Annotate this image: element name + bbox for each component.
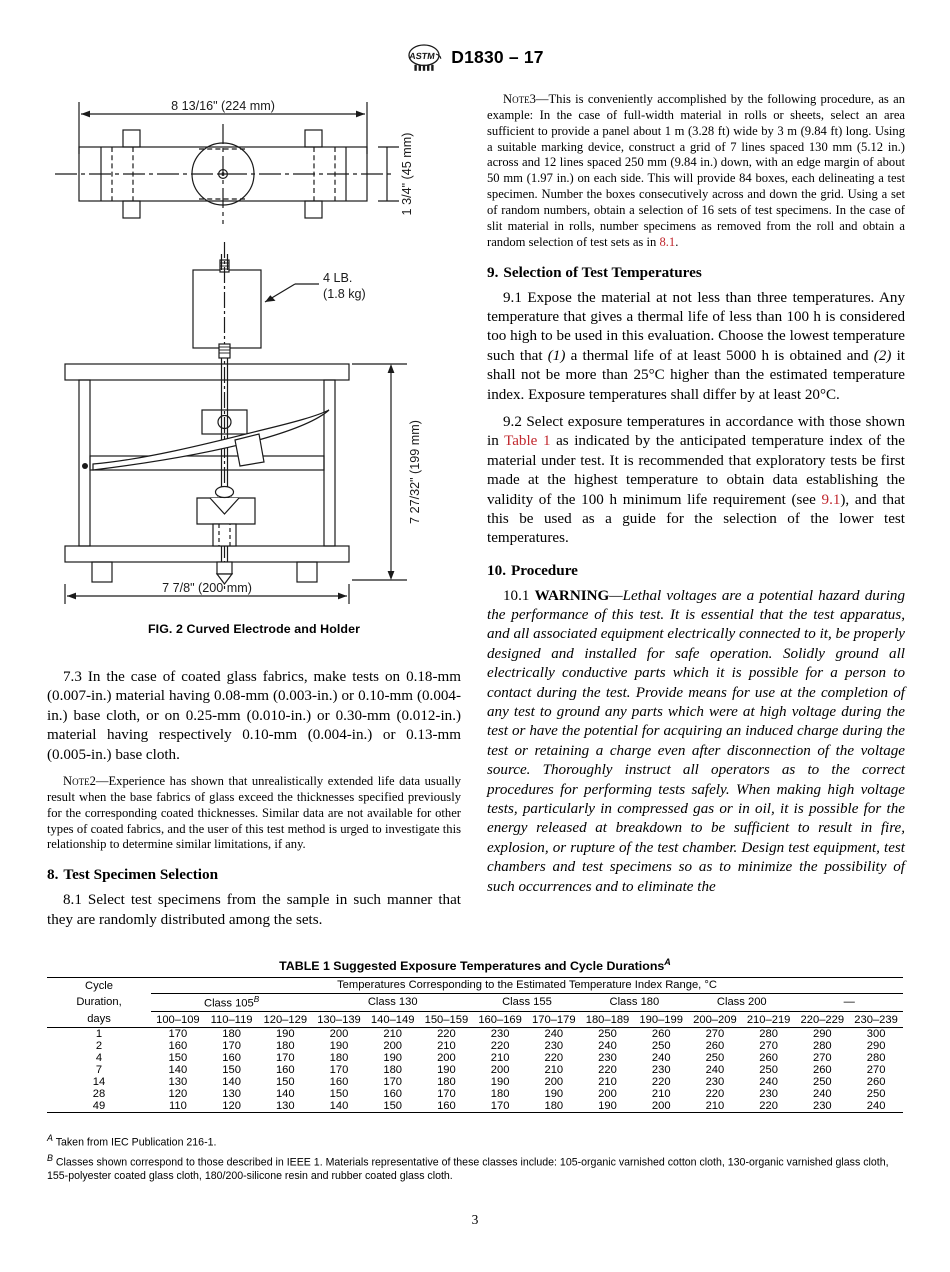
warning-label: WARNING: [534, 587, 610, 604]
stub-header: [47, 978, 151, 1028]
temp-cell: 260: [866, 1075, 886, 1088]
temp-cell: 210: [383, 1027, 403, 1040]
temp-cell: 210: [544, 1063, 564, 1076]
temp-cell: 210: [598, 1075, 617, 1088]
class-group-none: —: [795, 993, 903, 1012]
temp-cell: 240: [544, 1027, 564, 1040]
temp-cell: 180: [383, 1063, 403, 1076]
section-10-heading: [487, 562, 905, 580]
footnote-a-mark: A: [47, 1133, 53, 1143]
range-header-4: 140–149: [370, 1013, 415, 1026]
table-1-title-text: TABLE 1 Suggested Exposure Temperatures and Cycle Durations: [279, 959, 665, 974]
temp-cell: 220: [490, 1039, 510, 1052]
temp-cell: 250: [812, 1075, 832, 1088]
temp-cell: 280: [812, 1039, 832, 1052]
temp-cell: 200: [651, 1099, 671, 1112]
temp-cell: 180: [275, 1039, 295, 1052]
temp-cell: 230: [759, 1087, 778, 1100]
class-group-105-footnote-mark: B: [253, 995, 260, 1005]
temp-cell: 230: [544, 1039, 564, 1052]
temp-cell: 210: [437, 1039, 456, 1052]
temp-cell: 250: [598, 1027, 617, 1040]
cycle-duration-cell: 7: [95, 1063, 103, 1076]
temp-cell: 170: [275, 1051, 295, 1064]
stub-header-line1: Cycle: [85, 980, 113, 993]
temp-cell: 250: [705, 1051, 725, 1064]
temp-cell: 240: [705, 1063, 725, 1076]
temp-cell: 300: [866, 1027, 886, 1040]
temp-cell: 150: [383, 1099, 403, 1112]
temp-cell: 260: [759, 1051, 778, 1064]
page-header: [0, 42, 950, 72]
section-10-title: Procedure: [510, 561, 578, 579]
footnote-a-text: Taken from IEC Publication 216-1.: [52, 1136, 217, 1149]
figure-2-drawing: [47, 92, 461, 616]
temp-cell: 220: [759, 1099, 778, 1112]
range-header-8: 180–189: [585, 1013, 630, 1026]
paragraph-7-3: 7.3 In the case of coated glass fabrics, make tests on 0.18-mm (0.007-in.) material having 0.08-mm (0.003-in.) or 0.10-mm (0.004-in.) base cloth, or on 0.25-mm (0.010-in.) or 0.30-mm (0.012-in.) material having respectively 0.10-mm (0.004-in.) or 0.13-mm (0.005-in.) base cloth.: [47, 669, 461, 763]
temp-cell: 170: [168, 1027, 188, 1040]
section-8-heading: [47, 866, 461, 884]
temp-cell: 140: [222, 1075, 241, 1088]
temp-cell: 200: [329, 1027, 349, 1040]
temp-cell: 130: [275, 1099, 295, 1112]
cycle-duration-cell: 2: [95, 1039, 103, 1052]
temp-cell: 170: [437, 1087, 456, 1100]
stub-header-line2: Duration,: [76, 996, 122, 1009]
temp-cell: 150: [222, 1063, 241, 1076]
table-row: [47, 1040, 903, 1052]
temp-cell: 230: [812, 1099, 832, 1112]
table-1-container: [47, 957, 903, 1113]
temp-cell: 120: [222, 1099, 241, 1112]
range-header-1: 110–119: [210, 1013, 253, 1026]
temp-cell: 270: [866, 1063, 886, 1076]
weight-label-line2: (1.8 kg): [323, 287, 366, 301]
class-group-105: [151, 993, 312, 1012]
stub-header-line3: days: [87, 1012, 111, 1025]
range-header-7: 170–179: [532, 1013, 576, 1026]
temp-cell: 280: [866, 1051, 886, 1064]
section-8-number: 8.: [47, 866, 59, 884]
cycle-duration-cell: 14: [92, 1075, 106, 1088]
left-column: [47, 668, 461, 938]
paragraph-8-1: 8.1 Select test specimens from the sample in such manner that they are randomly distributed among the sets.: [47, 892, 461, 928]
temp-cell: 180: [329, 1051, 349, 1064]
table-row: [47, 1076, 903, 1088]
note-3-text-part-b: .: [675, 234, 679, 249]
dimension-height-top: 1 3/4" (45 mm): [400, 132, 414, 216]
temp-cell: 180: [222, 1027, 241, 1040]
section-9-heading: [487, 264, 905, 282]
temp-cell: 240: [598, 1039, 617, 1052]
section-9-number: 9.: [487, 263, 499, 281]
paragraph-9-2: [487, 413, 905, 549]
temp-cell: 140: [275, 1087, 295, 1100]
range-header-13: 230–239: [854, 1013, 898, 1026]
temp-cell: 280: [759, 1027, 778, 1040]
table-row: [47, 1064, 903, 1076]
range-header-9: 190–199: [639, 1013, 683, 1026]
enum-marker-1: (1): [547, 347, 566, 364]
temp-cell: 160: [275, 1063, 295, 1076]
range-header-6: 160–169: [478, 1013, 522, 1026]
temp-cell: 190: [437, 1063, 456, 1076]
temp-cell: 160: [168, 1039, 188, 1052]
svg-text:ASTM: ASTM: [408, 50, 436, 61]
temp-cell: 230: [490, 1027, 510, 1040]
weight-label-line1: 4 LB.: [323, 271, 353, 285]
paragraph-9-2-part-b: as indicated by the anticipated temperature index of the material under test. It is recommended that exploratory tests be first made at the highest temperature to obtain data establishing the validity of the 100 h minimum life requirement (see: [487, 433, 906, 508]
temp-cell: 170: [222, 1039, 241, 1052]
table-row: [47, 1088, 903, 1100]
temp-cell: 270: [705, 1027, 725, 1040]
temp-cell: 130: [168, 1075, 188, 1088]
paragraph-9-1-part-c: it shall not be more than 25°C higher than the estimated temperature index. Exposure temperatures shall differ by at least 20°C.: [487, 347, 905, 403]
range-header-10: 200–209: [693, 1013, 737, 1026]
warning-text: —Lethal voltages are a potential hazard during the performance of this test. It is essential that the test apparatus, and all associated equipment electrically connected to it, be properly designed and installed for safe operation. Solidly ground all electrically conductive parts which it is possible for a person to contact during the test. Provide means for use at the completion of any test to ground any parts which were at high voltage during the test or have the potential for acquiring an induced charge during the test or retaining a charge even after disconnection of the voltage source. Thoroughly instruct all operators as to the correct procedures for performing tests safely. When making high voltage tests, particularly in compressed gas or in oil, it is possible for the energy released at breakdown to be sufficient to result in fire, explosion, or rupture of the test chamber. Design test equipment, test chambers and test specimens so as to minimize the possibility of such occurrences and to eliminate the: [487, 587, 905, 895]
temp-cell: 220: [544, 1051, 564, 1064]
temp-cell: 290: [866, 1039, 886, 1052]
temp-cell: 220: [705, 1087, 725, 1100]
temp-cell: 210: [490, 1051, 510, 1064]
note-2-text: 2—Experience has shown that unrealistically extended life data usually result when the base fabrics of glass exceed the thicknesses specified previously for the corresponding coated thicknesses. Similar data are not available for other types of coated fabrics, and the user of this test method is urged to investigate this relationship to determine similar limitations, if any.: [47, 773, 461, 852]
enum-marker-2: (2): [873, 347, 892, 364]
note-2-label: Note: [63, 773, 90, 788]
table-row: [47, 1100, 903, 1113]
temp-cell: 220: [598, 1063, 617, 1076]
paragraph-10-1-warning: [487, 587, 905, 897]
temp-cell: 290: [812, 1027, 832, 1040]
table-1-title-footnote-mark: A: [664, 957, 671, 967]
footnote-b-mark: B: [47, 1152, 53, 1163]
footnote-b: [47, 1153, 903, 1184]
dimension-height-bottom: 7 27/32" (199 mm): [408, 420, 422, 524]
section-9-title: Selection of Test Temperatures: [503, 263, 702, 281]
footnote-a: [47, 1133, 903, 1151]
note-3-link-8-1[interactable]: 8.1: [659, 234, 676, 249]
temp-cell: 190: [544, 1087, 564, 1100]
table-1: [47, 977, 903, 1113]
paragraph-9-2-part-a: 9.2 Select exposure temperatures in accordance with those shown in: [487, 413, 905, 450]
paragraph-9-1-part-a: 9.1 Expose the material at not less than three temperatures. Any temperature that gives a thermal life of less than 100 h is considered too high to be used in this evaluation. Choose the lowest temperature such that: [487, 289, 905, 364]
temp-cell: 170: [383, 1075, 403, 1088]
dimension-width-top: 8 13/16" (224 mm): [171, 99, 275, 113]
table-row: [47, 1027, 903, 1040]
temp-cell: 160: [222, 1051, 241, 1064]
temp-cell: 110: [168, 1099, 187, 1112]
temp-cell: 240: [651, 1051, 671, 1064]
link-9-1[interactable]: 9.1: [821, 491, 841, 508]
table-row: [47, 1052, 903, 1064]
temp-cell: 190: [383, 1051, 403, 1064]
temp-cell: 200: [490, 1063, 510, 1076]
temp-cell: 190: [598, 1099, 617, 1112]
class-group-180: Class 180: [581, 993, 688, 1012]
cycle-duration-cell: 4: [95, 1051, 103, 1064]
temp-cell: 270: [812, 1051, 832, 1064]
cycle-duration-cell: 28: [92, 1087, 106, 1100]
temp-cell: 200: [383, 1039, 403, 1052]
class-group-130: Class 130: [312, 993, 473, 1012]
temp-cell: 240: [812, 1087, 832, 1100]
figure-2: [47, 92, 461, 636]
temp-cell: 260: [812, 1063, 832, 1076]
temp-cell: 150: [329, 1087, 349, 1100]
cycle-duration-cell: 1: [95, 1027, 103, 1040]
section-10-number: 10.: [487, 561, 506, 579]
temp-cell: 150: [168, 1051, 188, 1064]
astm-logo-icon: [406, 42, 442, 72]
temp-cell: 210: [651, 1087, 671, 1100]
class-group-105-label: Class 105: [203, 997, 254, 1010]
range-header-11: 210–219: [746, 1013, 791, 1026]
temp-cell: 140: [168, 1063, 188, 1076]
temp-cell: 180: [544, 1099, 564, 1112]
temp-cell: 230: [705, 1075, 725, 1088]
temp-cell: 170: [490, 1099, 510, 1112]
temp-cell: 260: [651, 1027, 671, 1040]
temp-cell: 200: [437, 1051, 456, 1064]
temp-cell: 180: [490, 1087, 510, 1100]
temp-cell: 170: [329, 1063, 349, 1076]
range-header-5: 150–159: [424, 1013, 469, 1026]
temp-cell: 250: [651, 1039, 671, 1052]
temp-cell: 270: [759, 1039, 778, 1052]
table-1-body: [47, 1027, 903, 1112]
paragraph-9-2-part-c: ), and that this be used as a guide for the selection of the lower test temperatures.: [487, 491, 905, 547]
temp-cell: 200: [544, 1075, 564, 1088]
class-group-header-row: [47, 993, 903, 1012]
dimension-width-bottom: 7 7/8" (200 mm): [162, 581, 252, 595]
table-1-title: [47, 957, 903, 973]
section-8-title: Test Specimen Selection: [63, 866, 219, 884]
range-header-3: 130–139: [317, 1013, 361, 1026]
temp-cell: 250: [866, 1087, 886, 1100]
paragraph-9-1: [487, 289, 905, 405]
note-3: [487, 92, 905, 251]
temp-cell: 160: [329, 1075, 349, 1088]
table-footnotes: [47, 1133, 903, 1186]
temp-cell: 140: [329, 1099, 349, 1112]
cycle-duration-cell: 49: [92, 1099, 106, 1112]
temp-cell: 180: [437, 1075, 456, 1088]
paragraph-10-1-number: 10.1: [503, 587, 535, 604]
temp-cell: 220: [651, 1075, 671, 1088]
temp-cell: 250: [759, 1063, 778, 1076]
temp-cell: 240: [866, 1099, 886, 1112]
temp-cell: 190: [490, 1075, 510, 1088]
span-header: Temperatures Corresponding to the Estimated Temperature Index Range, °C: [151, 978, 903, 993]
temp-cell: 240: [759, 1075, 778, 1088]
temp-cell: 230: [651, 1063, 671, 1076]
temp-cell: 220: [437, 1027, 456, 1040]
note-3-text-part-a: 3—This is conveniently accomplished by the following procedure, as an example: In the case of full-width material in rolls or sheets, select an area sufficient to provide a panel about 1 m (3.28 ft) wide by 3 m (9.84 ft) long. Using a suitable marking device, construct a grid of 7 lines spaced 130 mm (5.12 in.) across and 12 lines spaced 250 mm (9.84 in.) down, with an edge margin of about 50 mm (1.97 in.) on each side. This will provide 84 boxes, each delineating a test specimen. Number the boxes consecutively across and down the grid. Using a set of random numbers, obtain a selection of 16 sets of test specimens. In the case of slit material in rolls, number specimens as removed from the roll and obtain a random selection of test sets as in: [487, 92, 905, 249]
note-3-label: Note: [503, 92, 530, 106]
temp-cell: 120: [168, 1087, 188, 1100]
temp-cell: 160: [437, 1099, 456, 1112]
note-2: [47, 774, 461, 853]
temp-cell: 210: [705, 1099, 725, 1112]
class-group-155: Class 155: [473, 993, 580, 1012]
paragraph-9-1-part-b: a thermal life of at least 5000 h is obtained and: [565, 347, 874, 364]
temp-cell: 230: [598, 1051, 617, 1064]
temp-cell: 150: [275, 1075, 295, 1088]
temp-cell: 260: [705, 1039, 725, 1052]
range-header-0: 100–109: [156, 1013, 200, 1026]
figure-caption: FIG. 2 Curved Electrode and Holder: [147, 622, 361, 636]
standard-designation: D1830 – 17: [451, 46, 544, 67]
footnote-b-text: Classes shown correspond to those described in IEEE 1. Materials representative of these classes include: 105-organic varnished cotton cloth, 130-organic varnished glass cloth, 155-polyester coated glass cloth, 180/200-silicone resin and rubber coated glass cloth.: [47, 1156, 889, 1182]
range-header-2: 120–129: [263, 1013, 308, 1026]
range-header-row: [47, 1012, 903, 1028]
temp-cell: 200: [598, 1087, 617, 1100]
temp-cell: 190: [329, 1039, 349, 1052]
page-number: 3: [471, 1212, 479, 1227]
class-group-200: Class 200: [688, 993, 795, 1012]
temp-cell: 190: [275, 1027, 295, 1040]
link-table-1[interactable]: Table 1: [504, 433, 551, 450]
temp-cell: 160: [383, 1087, 403, 1100]
temp-cell: 130: [222, 1087, 241, 1100]
range-header-12: 220–229: [800, 1013, 845, 1026]
right-column: [487, 92, 905, 905]
